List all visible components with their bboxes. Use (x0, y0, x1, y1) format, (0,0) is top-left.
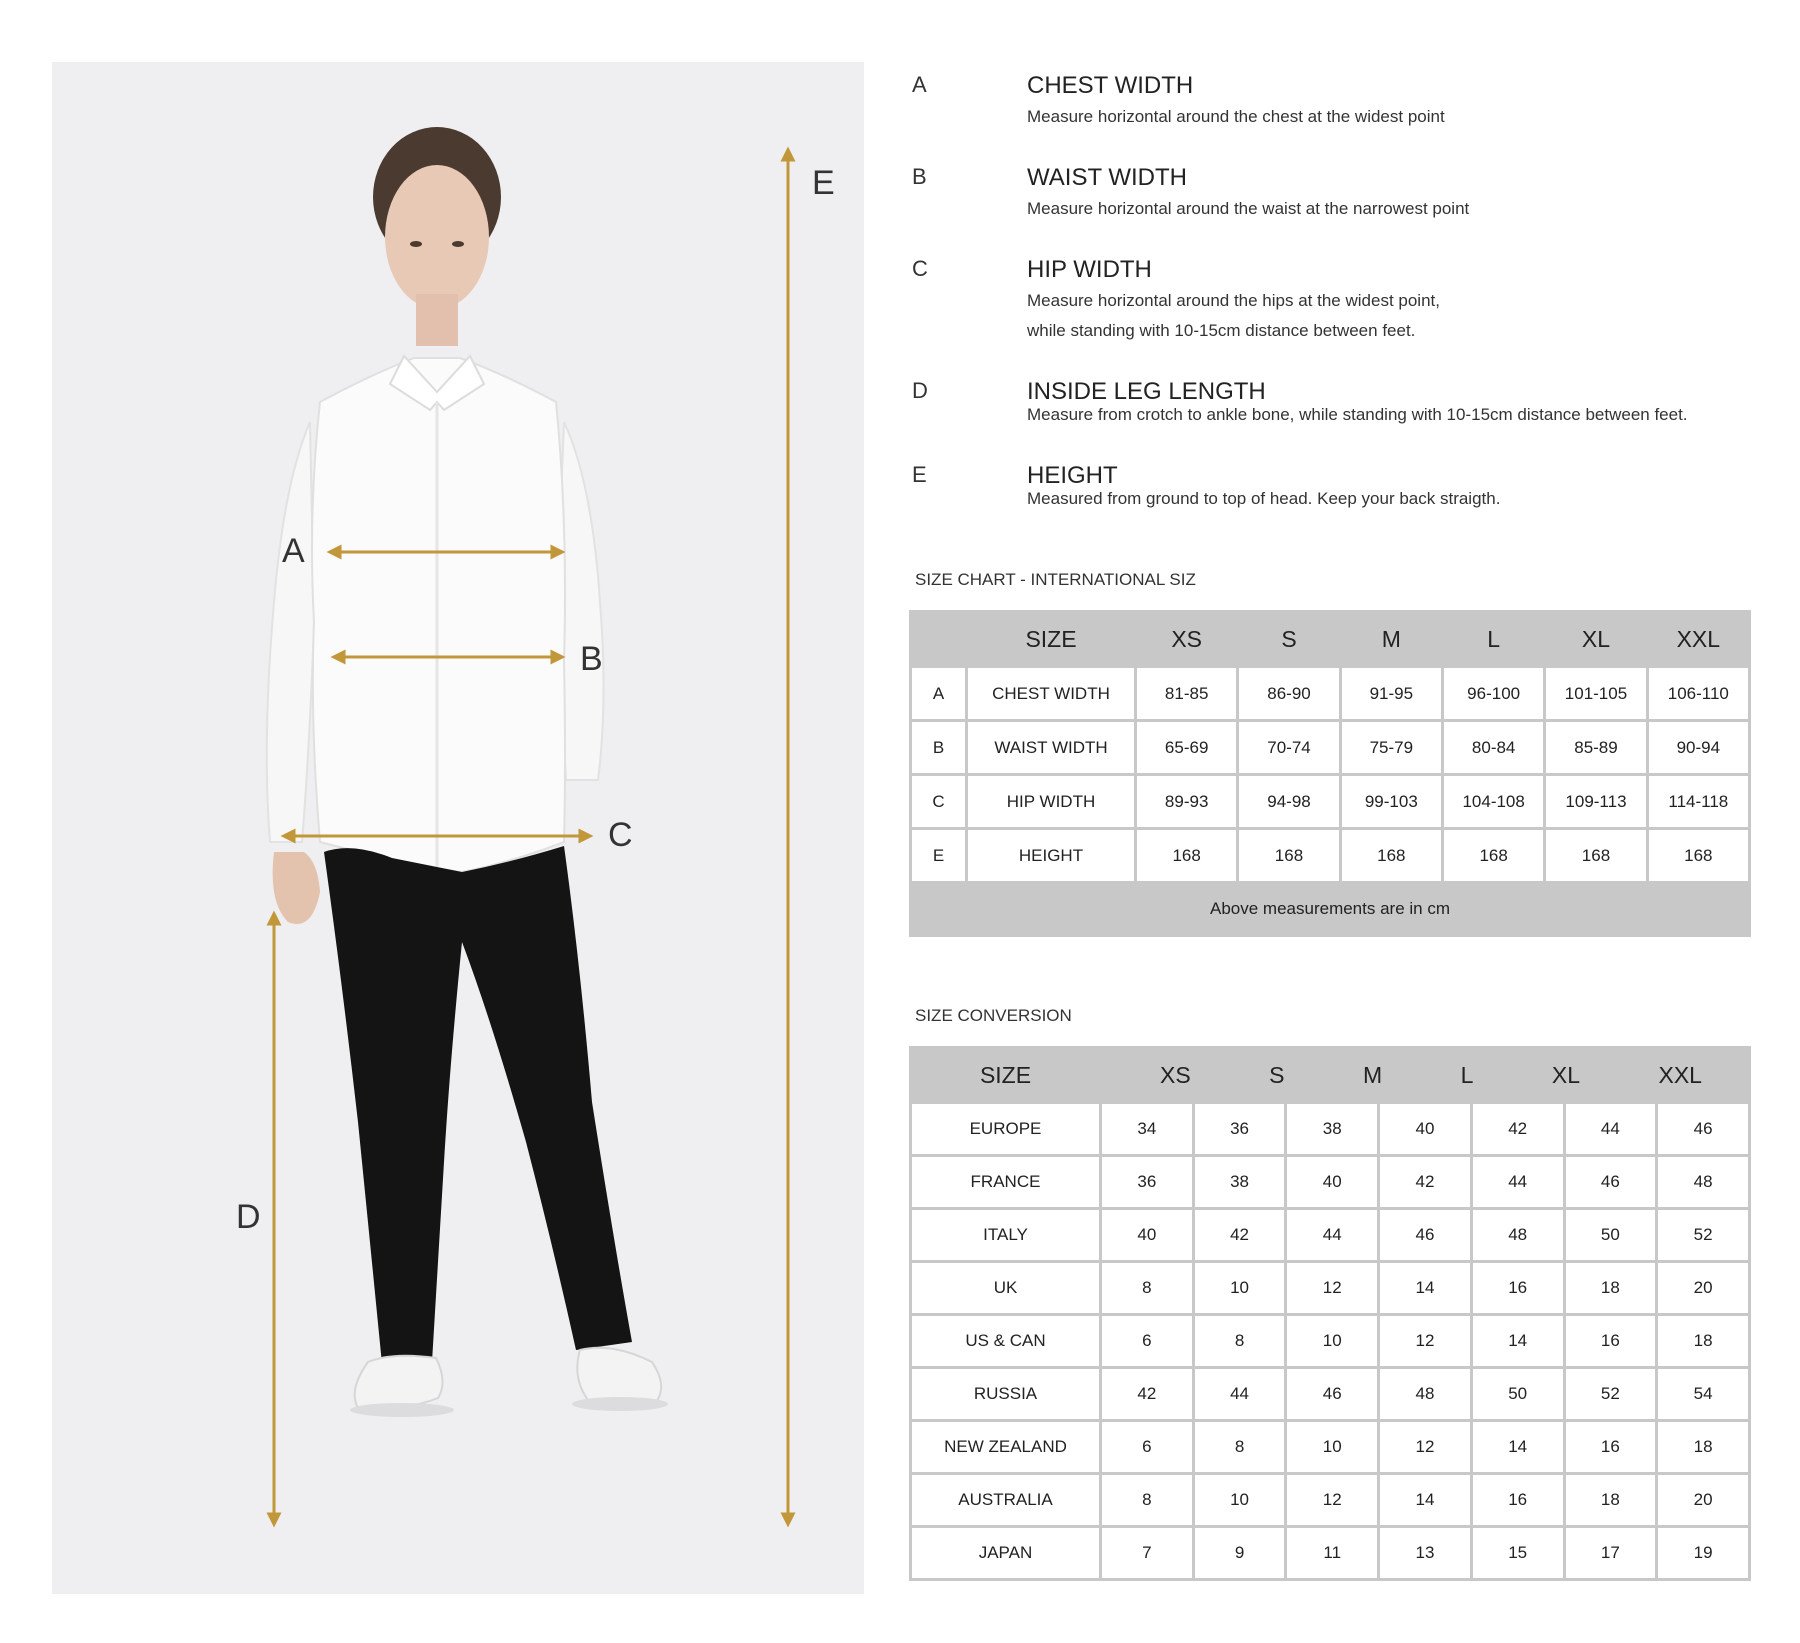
table-cell: 20 (1658, 1263, 1748, 1313)
label-e: E (812, 164, 835, 202)
country-name: JAPAN (912, 1528, 1099, 1578)
table-cell: 16 (1473, 1263, 1563, 1313)
table-cell: 42 (1195, 1210, 1285, 1260)
table-cell: 8 (1195, 1316, 1285, 1366)
measurement-title: WAIST WIDTH (1027, 164, 1187, 191)
table-cell: 6 (1102, 1422, 1192, 1472)
measurement-letter: A (912, 72, 927, 97)
table-cell: 99-103 (1342, 776, 1441, 827)
table-cell: 16 (1566, 1422, 1656, 1472)
table-cell: 70-74 (1239, 722, 1338, 773)
header-size: SIZE (912, 1049, 1099, 1101)
row-letter: B (912, 722, 965, 773)
table-cell: 12 (1287, 1263, 1377, 1313)
table-cell: 85-89 (1546, 722, 1645, 773)
table-cell: 52 (1566, 1369, 1656, 1419)
header-size-l: L (1460, 1061, 1474, 1088)
size-chart-header-row (912, 613, 1748, 665)
shoe-right (577, 1348, 661, 1406)
measurement-c (912, 256, 1772, 356)
table-cell: 101-105 (1546, 668, 1645, 719)
table-cell: 42 (1102, 1369, 1192, 1419)
table-cell: 36 (1102, 1157, 1192, 1207)
table-cell: 36 (1195, 1104, 1285, 1154)
row-name: CHEST WIDTH (968, 668, 1134, 719)
table-cell: 8 (1102, 1263, 1192, 1313)
size-chart-footer: Above measurements are in cm (912, 884, 1748, 934)
size-chart-footer-row (912, 884, 1748, 934)
table-row (912, 722, 1748, 773)
table-cell: 7 (1102, 1528, 1192, 1578)
measurement-title: HIP WIDTH (1027, 256, 1152, 283)
table-cell: 17 (1566, 1528, 1656, 1578)
table-cell: 168 (1137, 830, 1236, 881)
table-row (912, 1104, 1748, 1154)
header-size-xl: XL (1551, 1061, 1581, 1088)
table-row (912, 1263, 1748, 1313)
header-size-m: M (1362, 1061, 1383, 1088)
header-size-s: S (1239, 613, 1338, 665)
table-cell: 80-84 (1444, 722, 1543, 773)
table-cell: 46 (1287, 1369, 1377, 1419)
table-cell: 44 (1473, 1157, 1563, 1207)
table-cell: 54 (1658, 1369, 1748, 1419)
table-cell: 38 (1287, 1104, 1377, 1154)
country-name: UK (912, 1263, 1099, 1313)
size-conversion-header-row (912, 1049, 1748, 1101)
table-cell: 34 (1102, 1104, 1192, 1154)
face (385, 165, 489, 309)
header-size-m: M (1342, 613, 1441, 665)
table-cell: 16 (1566, 1316, 1656, 1366)
table-cell: 16 (1473, 1475, 1563, 1525)
row-letter: E (912, 830, 965, 881)
table-cell: 89-93 (1137, 776, 1236, 827)
table-cell: 94-98 (1239, 776, 1338, 827)
table-cell: 8 (1102, 1475, 1192, 1525)
table-cell: 44 (1287, 1210, 1377, 1260)
header-blank (912, 613, 965, 665)
table-cell: 10 (1195, 1263, 1285, 1313)
measurement-description: Measure horizontal around the hips at the widest point, (1027, 291, 1440, 310)
table-cell: 109-113 (1546, 776, 1645, 827)
header-size: SIZE (968, 613, 1134, 665)
table-row (912, 1157, 1748, 1207)
table-cell: 11 (1287, 1528, 1377, 1578)
row-letter: A (912, 668, 965, 719)
measurement-title: CHEST WIDTH (1027, 72, 1194, 99)
table-cell: 42 (1380, 1157, 1470, 1207)
measurement-a (912, 72, 1772, 142)
size-chart-table (909, 610, 1751, 937)
table-cell: 81-85 (1137, 668, 1236, 719)
table-cell: 18 (1658, 1422, 1748, 1472)
table-cell: 14 (1473, 1422, 1563, 1472)
table-cell: 9 (1195, 1528, 1285, 1578)
header-size-xxl: XXL (1658, 1061, 1702, 1088)
table-cell: 13 (1380, 1528, 1470, 1578)
table-row (912, 830, 1748, 881)
table-cell: 20 (1658, 1475, 1748, 1525)
table-cell: 168 (1546, 830, 1645, 881)
table-row (912, 1369, 1748, 1419)
header-size-l: L (1444, 613, 1543, 665)
measurement-title: INSIDE LEG LENGTH (1027, 378, 1266, 405)
table-cell: 10 (1195, 1475, 1285, 1525)
measurement-description: Measure from crotch to ankle bone, while standing with 10-15cm distance between feet. (1027, 405, 1688, 424)
country-name: ITALY (912, 1210, 1099, 1260)
measurement-description: Measured from ground to top of head. Keep your back straigth. (1027, 489, 1501, 508)
table-cell: 96-100 (1444, 668, 1543, 719)
table-cell: 46 (1566, 1157, 1656, 1207)
table-cell: 8 (1195, 1422, 1285, 1472)
country-name: AUSTRALIA (912, 1475, 1099, 1525)
table-row (912, 1422, 1748, 1472)
table-cell: 19 (1658, 1528, 1748, 1578)
table-cell: 18 (1658, 1316, 1748, 1366)
table-cell: 48 (1473, 1210, 1563, 1260)
label-b: B (580, 640, 603, 678)
table-cell: 12 (1380, 1316, 1470, 1366)
table-cell: 90-94 (1649, 722, 1748, 773)
size-conversion-table (909, 1046, 1751, 1581)
measurement-e (912, 462, 1772, 522)
size-chart-heading: SIZE CHART - INTERNATIONAL SIZ (915, 570, 1196, 589)
table-cell: 168 (1239, 830, 1338, 881)
table-cell: 104-108 (1444, 776, 1543, 827)
table-cell: 40 (1380, 1104, 1470, 1154)
table-cell: 6 (1102, 1316, 1192, 1366)
table-cell: 46 (1380, 1210, 1470, 1260)
header-sizes (1102, 1049, 1748, 1101)
header-size-s: S (1269, 1061, 1285, 1088)
table-cell: 14 (1473, 1316, 1563, 1366)
trousers (324, 846, 632, 1364)
measurement-description: while standing with 10-15cm distance between feet. (1027, 321, 1416, 340)
table-cell: 44 (1195, 1369, 1285, 1419)
row-name: HEIGHT (968, 830, 1134, 881)
table-cell: 10 (1287, 1316, 1377, 1366)
measurement-description: Measure horizontal around the chest at the widest point (1027, 107, 1445, 126)
measurement-title: HEIGHT (1027, 462, 1118, 489)
table-cell: 91-95 (1342, 668, 1441, 719)
table-cell: 46 (1658, 1104, 1748, 1154)
measurement-letter: D (912, 378, 928, 403)
table-cell: 14 (1380, 1263, 1470, 1313)
country-name: FRANCE (912, 1157, 1099, 1207)
table-cell: 48 (1380, 1369, 1470, 1419)
table-cell: 44 (1566, 1104, 1656, 1154)
measurement-letter: C (912, 256, 928, 281)
model-photo (52, 62, 864, 1594)
table-cell: 12 (1380, 1422, 1470, 1472)
table-cell: 65-69 (1137, 722, 1236, 773)
table-row (912, 1210, 1748, 1260)
table-cell: 52 (1658, 1210, 1748, 1260)
header-size-xl: XL (1546, 613, 1645, 665)
label-c: C (608, 816, 633, 854)
table-cell: 50 (1566, 1210, 1656, 1260)
table-cell: 50 (1473, 1369, 1563, 1419)
header-size-xs: XS (1137, 613, 1236, 665)
table-row (912, 1475, 1748, 1525)
table-cell: 18 (1566, 1475, 1656, 1525)
measurement-d (912, 378, 1772, 438)
country-name: EUROPE (912, 1104, 1099, 1154)
label-a: A (282, 532, 305, 570)
table-row (912, 668, 1748, 719)
measurement-description: Measure horizontal around the waist at the narrowest point (1027, 199, 1470, 218)
measurement-letter: B (912, 164, 927, 189)
table-cell: 40 (1287, 1157, 1377, 1207)
country-name: NEW ZEALAND (912, 1422, 1099, 1472)
table-cell: 75-79 (1342, 722, 1441, 773)
header-size-xs: XS (1160, 1061, 1191, 1088)
table-row (912, 1316, 1748, 1366)
table-cell: 106-110 (1649, 668, 1748, 719)
table-cell: 42 (1473, 1104, 1563, 1154)
country-name: US & CAN (912, 1316, 1099, 1366)
row-name: HIP WIDTH (968, 776, 1134, 827)
row-name: WAIST WIDTH (968, 722, 1134, 773)
table-cell: 14 (1380, 1475, 1470, 1525)
table-cell: 168 (1342, 830, 1441, 881)
table-row (912, 1528, 1748, 1578)
table-cell: 114-118 (1649, 776, 1748, 827)
table-cell: 10 (1287, 1422, 1377, 1472)
table-cell: 168 (1444, 830, 1543, 881)
table-cell: 168 (1649, 830, 1748, 881)
table-cell: 12 (1287, 1475, 1377, 1525)
shoe-left (355, 1356, 443, 1409)
size-conversion-heading: SIZE CONVERSION (915, 1006, 1072, 1025)
measurement-b (912, 164, 1772, 234)
label-d: D (236, 1198, 261, 1236)
measurement-letter: E (912, 462, 927, 487)
table-cell: 18 (1566, 1263, 1656, 1313)
country-name: RUSSIA (912, 1369, 1099, 1419)
table-cell: 38 (1195, 1157, 1285, 1207)
table-cell: 86-90 (1239, 668, 1338, 719)
table-cell: 48 (1658, 1157, 1748, 1207)
table-row (912, 776, 1748, 827)
table-cell: 40 (1102, 1210, 1192, 1260)
table-cell: 15 (1473, 1528, 1563, 1578)
model-illustration (52, 62, 864, 1594)
header-size-xxl: XXL (1649, 613, 1748, 665)
row-letter: C (912, 776, 965, 827)
